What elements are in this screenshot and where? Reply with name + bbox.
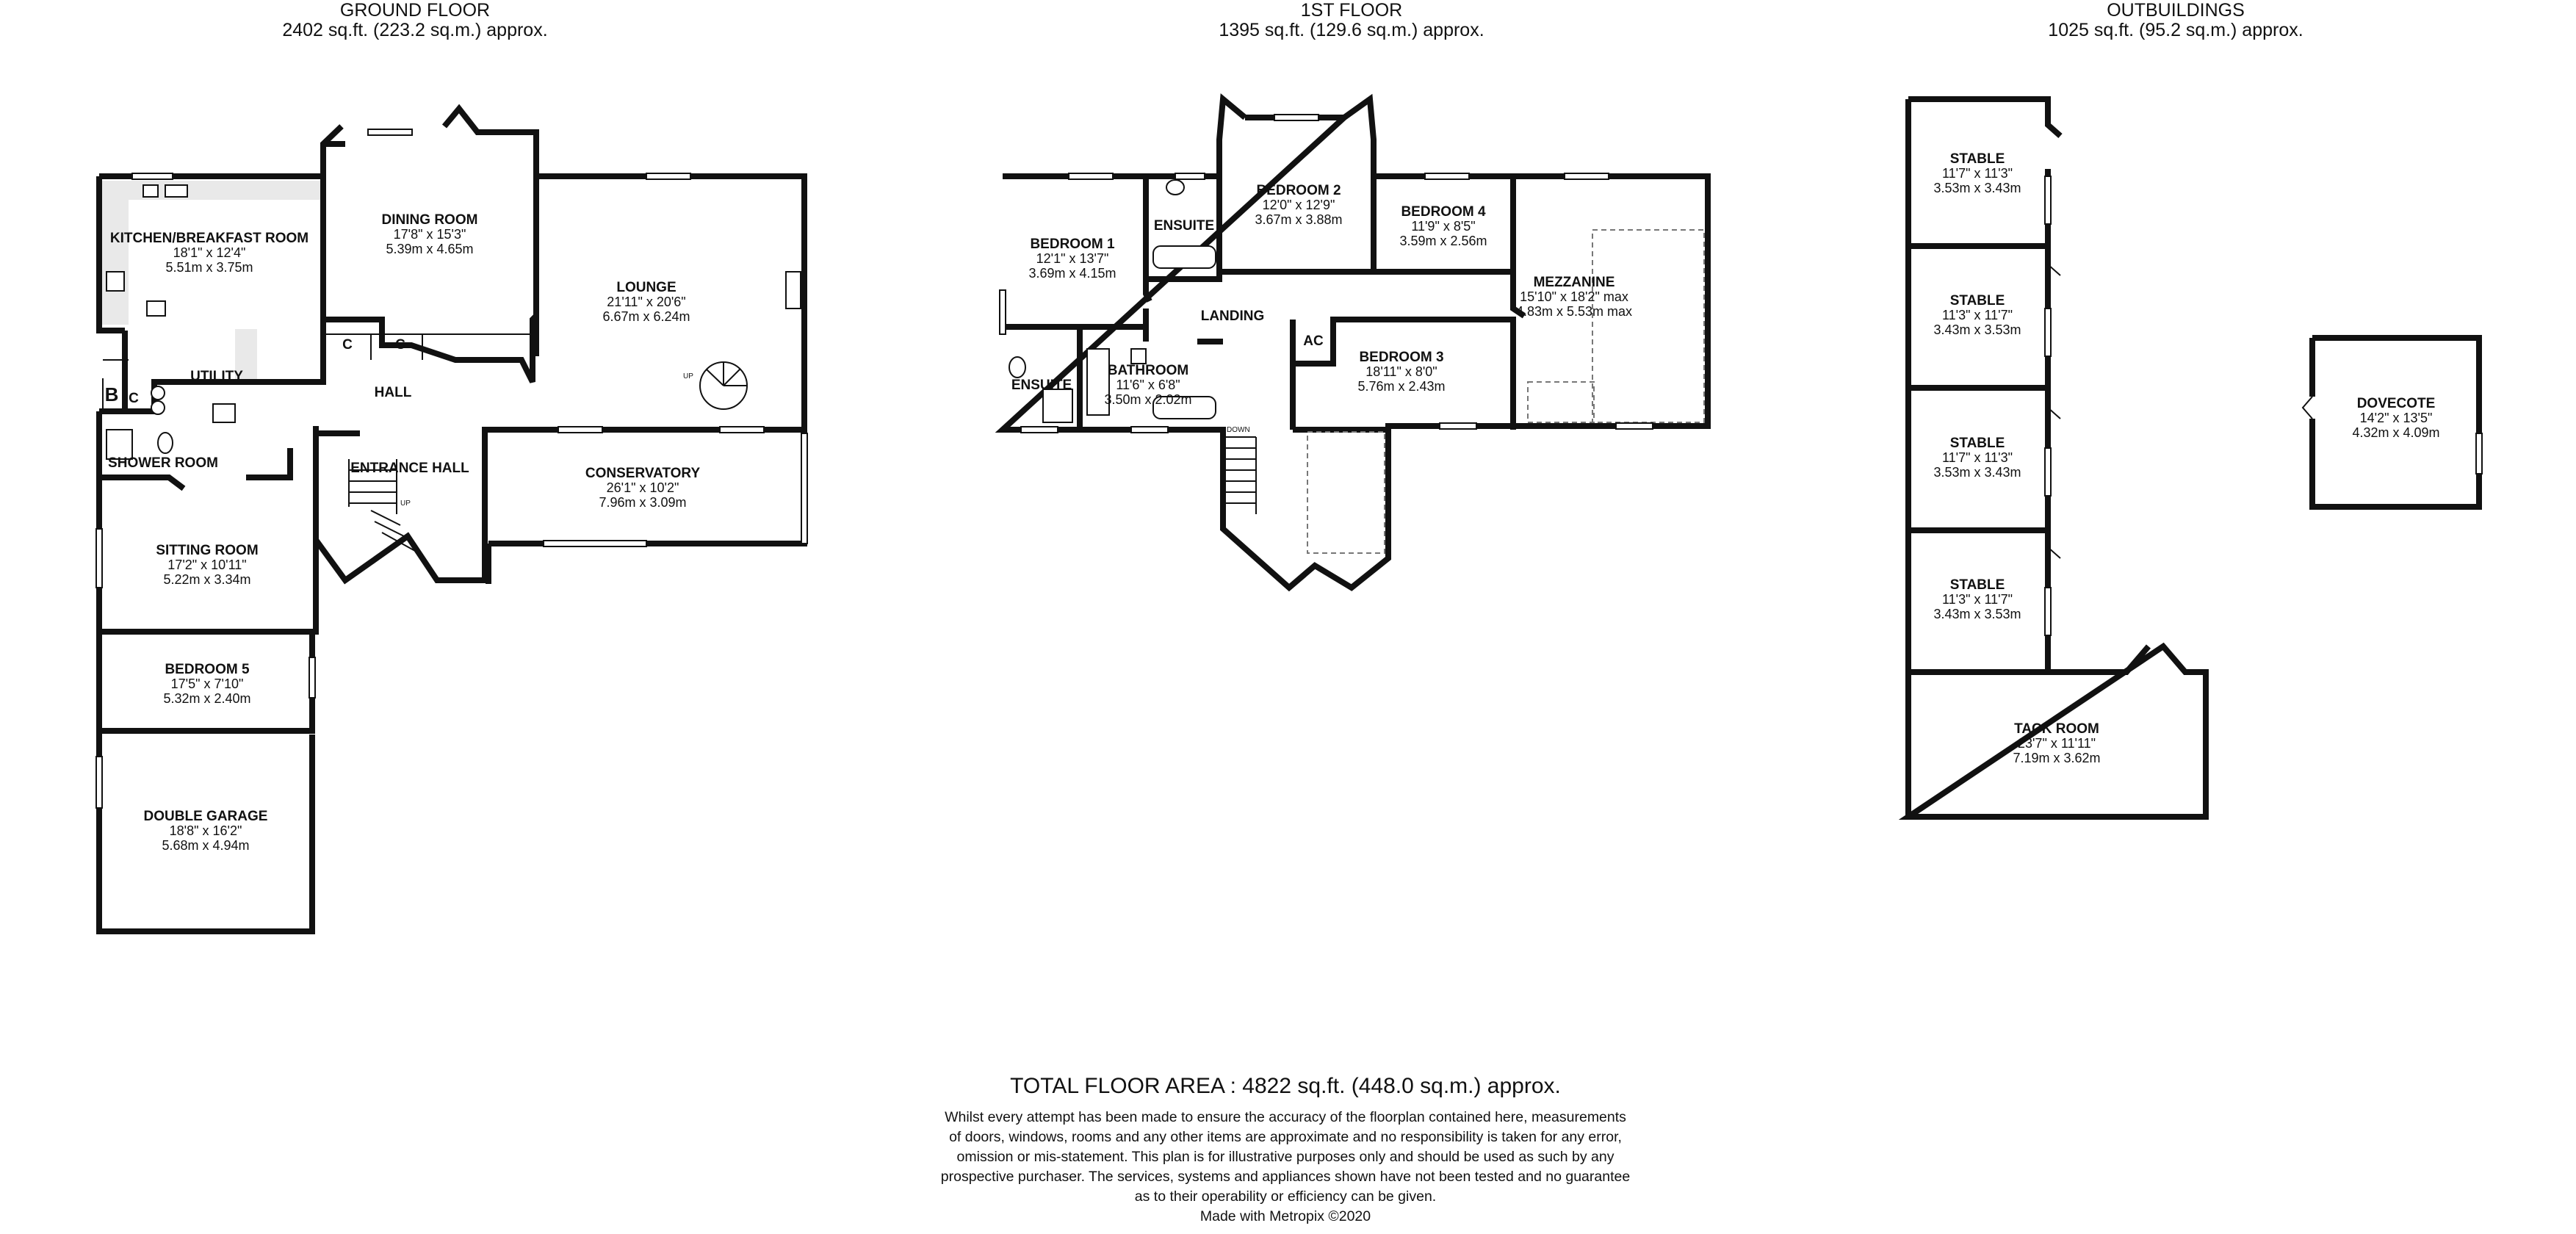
stable1-window: [2045, 176, 2051, 224]
ensuite-top-name: ENSUITE: [1153, 218, 1215, 234]
mezzanine-south-window: [1616, 423, 1653, 429]
stable2-metric: 3.43m x 3.53m: [1933, 322, 2021, 337]
bedroom3-metric: 5.76m x 2.43m: [1357, 379, 1446, 394]
conservatory-metric: 7.96m x 3.09m: [599, 495, 687, 510]
bathroom-imperial: 11'6" x 6'8": [1116, 378, 1180, 392]
dovecote-name: DOVECOTE: [2356, 396, 2436, 411]
shower-room-toilet: [158, 433, 173, 453]
washer-2: [151, 401, 165, 414]
washer-1: [151, 386, 165, 400]
utility-name: UTILITY: [190, 369, 243, 384]
ground-floor-area: 2402 sq.ft. (223.2 sq.m.) approx.: [282, 20, 548, 40]
first-floor-plan: [1000, 99, 1708, 588]
hall-name: HALL: [374, 385, 412, 400]
stable2-name: STABLE: [1949, 293, 2005, 308]
stable3-metric: 3.53m x 3.43m: [1933, 465, 2021, 480]
stable2-imperial: 11'3" x 11'7": [1941, 308, 2013, 322]
cupboard-2-label: C: [395, 337, 405, 353]
disclaimer-line-1: Whilst every attempt has been made to ensure the accuracy of the floorplan contained here, measurements: [945, 1109, 1626, 1125]
bedroom4-imperial: 11'9" x 8'5": [1411, 219, 1476, 234]
first-floor-area: 1395 sq.ft. (129.6 sq.m.) approx.: [1219, 20, 1484, 40]
stable4-name: STABLE: [1949, 577, 2005, 593]
kitchen-window: [132, 173, 173, 179]
ensuite-left-name: ENSUITE: [1011, 378, 1072, 393]
dining-window: [368, 129, 412, 135]
disclaimer-line-3: omission or mis-statement. This plan is for illustrative purposes only and should be used as such by any: [956, 1149, 1614, 1165]
shower-tray: [107, 430, 132, 459]
bathroom-basin: [1131, 349, 1146, 364]
tack-room-imperial: 23'7" x 11'11": [2017, 736, 2096, 751]
dovecote-window: [2476, 433, 2482, 474]
stable4-window: [2045, 588, 2051, 635]
bedroom5-metric: 5.32m x 2.40m: [163, 691, 251, 706]
mezzanine-void-small: [1528, 382, 1594, 422]
bedroom1-metric: 3.69m x 4.15m: [1028, 266, 1116, 281]
shower-room-name: SHOWER ROOM: [108, 455, 218, 471]
dovecote-door: [2303, 397, 2312, 419]
kitchen-appliance: [147, 301, 165, 316]
kitchen-name: KITCHEN/BREAKFAST ROOM: [109, 231, 309, 246]
kitchen-worktop: [102, 181, 322, 200]
sitting-window: [96, 529, 102, 588]
stable1-name: STABLE: [1949, 151, 2005, 167]
garage-imperial: 18'8" x 16'2": [169, 823, 242, 838]
conservatory-east-window: [801, 433, 807, 544]
made-with-credit: Made with Metropix ©2020: [1199, 1208, 1371, 1224]
stable4-imperial: 11'3" x 11'7": [1941, 592, 2013, 607]
tack-room-name: TACK ROOM: [2014, 721, 2099, 737]
first-floor-heading: [1219, 0, 1484, 40]
bedroom3-imperial: 18'11" x 8'0": [1365, 364, 1437, 379]
bathroom-name: BATHROOM: [1107, 363, 1189, 378]
stable4-metric: 3.43m x 3.53m: [1933, 607, 2021, 621]
mezzanine-metric: 4.83m x 5.53m max: [1515, 304, 1633, 319]
bedroom2-window: [1274, 115, 1318, 120]
ground-floor-plan: [96, 109, 807, 931]
bedroom2-imperial: 12'0" x 12'9": [1262, 198, 1335, 212]
disclaimer-line-2: of doors, windows, rooms and any other items are approximate and no responsibility is taken for any error,: [949, 1129, 1622, 1145]
disclaimer-line-4: prospective purchaser. The services, systems and appliances shown have not been tested and no guarantee: [940, 1169, 1631, 1185]
outbuildings-title: OUTBUILDINGS: [2107, 0, 2245, 21]
garage-metric: 5.68m x 4.94m: [162, 838, 250, 853]
dovecote-imperial: 14'2" x 13'5": [2359, 411, 2433, 425]
sitting-room-name: SITTING ROOM: [156, 543, 259, 558]
bedroom1-east-stub: [1146, 279, 1150, 301]
bedroom5-imperial: 17'5" x 7'10": [170, 676, 244, 691]
conservatory-south-window: [544, 541, 646, 546]
bathroom-window: [1131, 427, 1168, 433]
first-floor-outer-walls: [1003, 99, 1708, 588]
spiral-stair-up-label: UP: [683, 372, 693, 380]
bedroom3-window: [1440, 423, 1476, 429]
outbuildings-plan: [1908, 99, 2482, 817]
stable3-imperial: 11'7" x 11'3": [1941, 450, 2013, 465]
cupboard-1-label: C: [342, 337, 353, 353]
tack-room-metric: 7.19m x 3.62m: [2013, 751, 2101, 765]
first-floor-staircase: [1223, 437, 1256, 514]
bedroom1-name: BEDROOM 1: [1030, 237, 1115, 252]
bedroom3-name: BEDROOM 3: [1359, 350, 1444, 365]
ensuite-left-toilet: [1009, 357, 1025, 378]
conservatory-imperial: 26'1" x 10'2": [606, 480, 679, 495]
kitchen-sink: [143, 185, 158, 197]
dovecote-metric: 4.32m x 4.09m: [2352, 425, 2440, 440]
stable2-window: [2045, 308, 2051, 356]
conservatory-name: CONSERVATORY: [585, 466, 701, 481]
conservatory-north-window-2: [720, 427, 764, 433]
ac-label: AC: [1303, 333, 1324, 349]
stable1-imperial: 11'7" x 11'3": [1941, 166, 2013, 181]
bedroom4-name: BEDROOM 4: [1401, 204, 1486, 220]
bedroom1-window: [1069, 173, 1113, 179]
lounge-metric: 6.67m x 6.24m: [602, 309, 690, 324]
dining-name: DINING ROOM: [381, 212, 478, 228]
dining-imperial: 17'8" x 15'3": [393, 227, 466, 242]
entrance-hall-name: ENTRANCE HALL: [350, 461, 469, 476]
mezzanine-imperial: 15'10" x 18'2" max: [1520, 289, 1628, 304]
kitchen-imperial: 18'1" x 12'4": [173, 245, 246, 260]
dining-metric: 5.39m x 4.65m: [386, 242, 474, 256]
bathroom-metric: 3.50m x 2.02m: [1104, 392, 1192, 407]
utility-sink: [213, 404, 235, 422]
sitting-room-imperial: 17'2" x 10'11": [167, 558, 247, 572]
mezzanine-window: [1565, 173, 1609, 179]
ensuite-left-shower: [1043, 389, 1072, 422]
landing-name: LANDING: [1200, 308, 1265, 324]
mezzanine-void: [1592, 230, 1704, 422]
garage-name: DOUBLE GARAGE: [143, 809, 268, 824]
total-floor-area: TOTAL FLOOR AREA : 4822 sq.ft. (448.0 sq.m.) approx.: [1010, 1074, 1561, 1098]
bedroom2-name: BEDROOM 2: [1256, 183, 1341, 198]
bedroom1-imperial: 12'1" x 13'7": [1036, 251, 1109, 266]
mezzanine-name: MEZZANINE: [1533, 275, 1615, 290]
disclaimer-line-5: as to their operability or efficiency can be given.: [1134, 1188, 1437, 1205]
stable1-metric: 3.53m x 3.43m: [1933, 181, 2021, 195]
ensuite-window: [1175, 173, 1205, 179]
main-stair-up-label: UP: [400, 499, 411, 508]
bedroom5-window: [309, 657, 315, 698]
kitchen-hob: [165, 185, 187, 197]
stable3-name: STABLE: [1949, 436, 2005, 451]
conservatory-north-window: [558, 427, 602, 433]
bedroom4-metric: 3.59m x 2.56m: [1399, 234, 1487, 248]
first-floor-title: 1ST FLOOR: [1300, 0, 1403, 21]
bedroom2-metric: 3.67m x 3.88m: [1255, 212, 1343, 227]
outbuildings-area: 1025 sq.ft. (95.2 sq.m.) approx.: [2048, 20, 2303, 40]
bedroom5-name: BEDROOM 5: [165, 662, 250, 677]
garage-window: [96, 757, 102, 808]
ensuite-left-window: [1021, 427, 1058, 433]
boiler-label: B: [104, 383, 119, 405]
stable3-window: [2045, 448, 2051, 496]
bedroom1-side-window: [1000, 290, 1006, 334]
lounge-window: [646, 173, 690, 179]
stair-down-label: DOWN: [1227, 426, 1250, 434]
ground-floor-heading: [282, 0, 547, 40]
fireplace: [786, 272, 801, 308]
ensuite-bath: [1153, 246, 1216, 268]
outbuildings-heading: [2048, 0, 2303, 40]
entrance-hall-walls: [316, 430, 804, 580]
kitchen-metric: 5.51m x 3.75m: [165, 260, 253, 275]
sitting-room-metric: 5.22m x 3.34m: [163, 572, 251, 587]
kitchen-worktop-side: [102, 181, 129, 325]
ground-floor-title: GROUND FLOOR: [339, 0, 491, 21]
lounge-name: LOUNGE: [616, 280, 677, 295]
bedroom4-window: [1425, 173, 1469, 179]
ensuite-basin: [1166, 180, 1184, 195]
kitchen-oven: [107, 272, 124, 291]
boiler-cupboard-label: C: [129, 391, 139, 406]
lounge-imperial: 21'11" x 20'6": [607, 295, 686, 309]
first-floor-void: [1307, 432, 1385, 553]
disclaimer: [845, 1108, 1726, 1227]
